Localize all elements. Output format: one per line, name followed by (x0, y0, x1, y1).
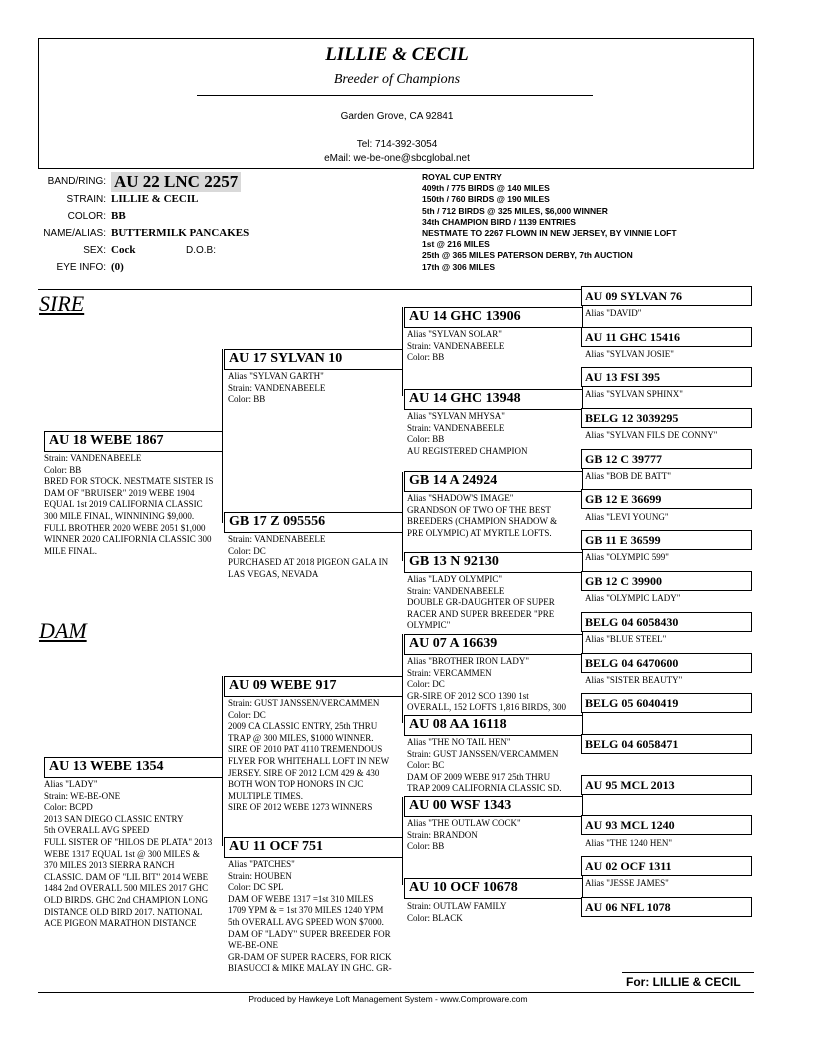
gen3-box[interactable] (404, 634, 583, 655)
gen4-band: BELG 04 6058471 (585, 737, 679, 751)
detail-line: FLYER FOR WHITEHALL LOFT IN NEW (228, 755, 390, 766)
gen4-box[interactable] (581, 367, 752, 387)
detail-line: WEBE 1317 EQUAL 1st @ 300 MILES & (44, 848, 200, 859)
detail-line: Strain: GUST JANSSEN/VERCAMMEN (228, 698, 380, 708)
gen3-details (407, 329, 504, 364)
sire-heading: SIRE (39, 291, 85, 316)
detail-line: Color: DC SPL (228, 882, 284, 893)
color-label: COLOR: (67, 211, 106, 222)
race-record-line: ROYAL CUP ENTRY (422, 172, 502, 182)
detail-line: FULL BROTHER 2020 WEBE 2051 $1,000 (44, 522, 206, 533)
detail-line: Strain: VANDENABEELE (407, 340, 505, 351)
strain-label: STRAIN: (66, 194, 106, 205)
race-record-line: 1st @ 216 MILES (422, 239, 490, 250)
detail-line: Strain: WE-BE-ONE (44, 790, 121, 801)
gen4-alias: Alias "DAVID" (585, 308, 642, 318)
eye-value: (0) (111, 261, 124, 273)
sire-rule (38, 289, 582, 290)
detail-line: SIRE OF 2012 WEBE 1273 WINNERS (228, 802, 373, 813)
gen2-band: AU 11 OCF 751 (229, 839, 323, 854)
detail-line: Strain: VANDENABEELE (407, 422, 505, 433)
detail-line: PURCHASED AT 2018 PIGEON GALA IN (228, 557, 389, 568)
gen4-box[interactable] (581, 693, 752, 713)
header-box (38, 38, 754, 169)
detail-line: Alias "SYLVAN GARTH" (228, 371, 324, 381)
name-value: BUTTERMILK PANCAKES (111, 227, 250, 239)
band-label: BAND/RING: (47, 176, 106, 187)
gen2-band: GB 17 Z 095556 (229, 514, 326, 529)
race-record (422, 172, 752, 273)
dam-heading: DAM (39, 618, 87, 643)
detail-line: DAM OF 2009 WEBE 917 25th THRU (407, 771, 551, 782)
gen4-band: BELG 12 3039295 (585, 411, 679, 425)
for-rule (622, 972, 754, 973)
race-record-line: 409th / 775 BIRDS @ 140 MILES (422, 183, 550, 194)
gen3-band: AU 14 GHC 13948 (409, 391, 521, 406)
gen3-box[interactable] (404, 471, 583, 492)
detail-line: Color: BLACK (407, 912, 463, 923)
sire-details (44, 453, 222, 557)
sire-band-box[interactable] (44, 431, 223, 452)
detail-line: Strain: VANDENABEELE (228, 534, 326, 544)
detail-line: GR-SIRE OF 2012 SCO 1390 1st (407, 690, 529, 701)
race-record-line: 25th @ 365 MILES PATERSON DERBY, 7th AUCTION (422, 250, 633, 261)
name-label: NAME/ALIAS: (43, 228, 106, 239)
gen3-details (407, 574, 555, 632)
detail-line: DAM OF "LADY" SUPER BREEDER FOR (228, 928, 391, 939)
detail-line: AU REGISTERED CHAMPION (407, 445, 528, 456)
gen4-box[interactable] (581, 734, 752, 754)
detail-line: Strain: GUST JANSSEN/VERCAMMEN (407, 748, 559, 759)
sire-band: AU 18 WEBE 1867 (49, 433, 164, 448)
detail-line: 370 MILES 2013 SIERRA RANCH (44, 860, 175, 871)
detail-line: BREEDERS (CHAMPION SHADOW & (407, 516, 558, 527)
detail-line: BIASUCCI & MIKE MALAY IN GHC. GR- (228, 963, 392, 974)
sex-value: Cock (111, 244, 136, 256)
detail-line: GR-DAM OF SUPER RACERS, FOR RICK (228, 951, 392, 962)
gen4-box[interactable] (581, 897, 752, 917)
detail-line: FULL SISTER OF "HILOS DE PLATA" 2013 (44, 836, 213, 847)
detail-line: EQUAL 1st 2019 CALIFORNIA CLASSIC (44, 499, 203, 510)
gen4-box[interactable] (581, 612, 752, 632)
race-record-line: 34th CHAMPION BIRD / 1139 ENTRIES (422, 216, 576, 227)
detail-line: Strain: BRANDON (407, 829, 478, 840)
gen4-alias: Alias "SYLVAN FILS DE CONNY" (585, 430, 718, 440)
gen3-box[interactable] (404, 389, 583, 410)
detail-line: 2009 CA CLASSIC ENTRY, 25th THRU (228, 721, 378, 732)
detail-line: DOUBLE GR-DAUGHTER OF SUPER (407, 597, 555, 608)
eye-label: EYE INFO: (56, 262, 106, 273)
gen4-alias: Alias "SYLVAN JOSIE" (585, 349, 674, 359)
prepared-for: For: LILLIE & CECIL (626, 975, 741, 989)
detail-line: CLASSIC. DAM OF "LIL BIT" 2014 WEBE (44, 871, 209, 882)
header-divider (197, 95, 593, 96)
footer-rule (38, 992, 754, 993)
detail-line: Color: BB (407, 434, 445, 445)
detail-line: MULTIPLE TIMES. (228, 790, 304, 801)
gen4-band: BELG 04 6058430 (585, 615, 679, 629)
detail-line: Alias "SYLVAN SOLAR" (407, 329, 502, 339)
gen4-band: AU 13 FSI 395 (585, 370, 661, 384)
gen4-alias: Alias "BOB DE BATT" (585, 471, 672, 481)
detail-line: Strain: OUTLAW FAMILY (407, 901, 507, 911)
dam-band: AU 13 WEBE 1354 (49, 759, 164, 774)
gen4-band: AU 11 GHC 15416 (585, 330, 681, 344)
gen4-band: AU 93 MCL 1240 (585, 818, 675, 832)
gen4-alias: Alias "THE 1240 HEN" (585, 838, 673, 848)
detail-line: Strain: HOUBEN (228, 870, 292, 881)
gen4-band: AU 09 SYLVAN 76 (585, 289, 683, 303)
detail-line: WINNER 2020 CALIFORNIA CLASSIC 300 (44, 534, 212, 545)
detail-line: OVERALL, 152 LOFTS 1,816 BIRDS, 300 (407, 702, 567, 713)
detail-line: 2013 SAN DIEGO CLASSIC ENTRY (44, 813, 184, 824)
gen4-box[interactable] (581, 571, 752, 591)
gen2-dam-sire-box[interactable] (224, 676, 403, 697)
detail-line: RACER AND SUPER BREEDER "PRE (407, 608, 555, 619)
gen3-band: AU 14 GHC 13906 (409, 309, 521, 324)
race-record-line: 17th @ 306 MILES (422, 261, 496, 272)
loft-tagline: Breeder of Champions (333, 72, 461, 87)
detail-line: DAM OF "BRUISER" 2019 WEBE 1904 (44, 487, 195, 498)
color-value: BB (111, 210, 126, 222)
gen4-box[interactable] (581, 449, 752, 469)
gen3-details (407, 656, 566, 714)
gen4-box[interactable] (581, 653, 752, 673)
gen2-details (228, 698, 389, 814)
gen2-dam-dam-box[interactable] (224, 837, 403, 858)
gen2-details (228, 534, 388, 580)
detail-line: OLYMPIC" (407, 620, 451, 631)
detail-line: JERSEY. SIRE OF 2012 LCM 429 & 430 (228, 767, 380, 778)
detail-line: BOTH WON TOP HONORS IN CJC (228, 779, 364, 790)
gen4-box[interactable] (581, 775, 752, 795)
gen2-band: AU 17 SYLVAN 10 (229, 351, 343, 366)
detail-line: Alias "PATCHES" (228, 859, 295, 869)
detail-line: BRED FOR STOCK. NESTMATE SISTER IS (44, 476, 214, 487)
gen3-details (407, 411, 528, 457)
gen3-details (407, 818, 521, 853)
detail-line: Alias "LADY OLYMPIC" (407, 574, 503, 584)
gen4-band: AU 06 NFL 1078 (585, 900, 671, 914)
detail-line: Strain: VANDENABEELE (44, 453, 142, 463)
gen3-band: GB 13 N 92130 (409, 554, 499, 569)
gen4-alias: Alias "OLYMPIC LADY" (585, 593, 681, 603)
detail-line: Color: BCPD (44, 802, 93, 813)
detail-line: Strain: VANDENABEELE (407, 585, 505, 596)
detail-line: 1709 YPM & = 1st 370 MILES 1240 YPM (228, 905, 384, 916)
detail-line: Color: BB (407, 352, 445, 363)
gen3-details (407, 901, 507, 924)
gen3-band: AU 07 A 16639 (409, 636, 498, 651)
gen4-alias: Alias "SYLVAN SPHINX" (585, 389, 683, 399)
detail-line: SIRE OF 2010 PAT 4110 TREMENDOUS (228, 744, 383, 755)
detail-line: 300 MILE FINAL, WINNINING $9,000. (44, 510, 195, 521)
detail-line: TRAP 2009 CALIFORNIA CLASSIC SD. (407, 783, 562, 794)
dam-details (44, 779, 222, 930)
gen4-box[interactable] (581, 327, 752, 347)
gen4-alias: Alias "BLUE STEEL" (585, 634, 667, 644)
gen3-box[interactable] (404, 307, 583, 328)
gen4-band: AU 95 MCL 2013 (585, 778, 675, 792)
gen3-details (407, 493, 557, 539)
detail-line: GRANDSON OF TWO OF THE BEST (407, 504, 551, 515)
gen4-box[interactable] (581, 408, 752, 428)
produced-by: Produced by Hawkeye Loft Management System - www.Comproware.com (248, 994, 528, 1004)
gen4-band: AU 02 OCF 1311 (585, 859, 672, 873)
loft-name: LILLIE & CECIL (325, 44, 469, 65)
gen4-alias: Alias "SISTER BEAUTY" (585, 675, 683, 685)
detail-line: 1484 2nd OVERALL 500 MILES 2017 GHC (44, 883, 209, 894)
detail-line: Color: BC (407, 760, 445, 771)
gen3-band: AU 00 WSF 1343 (409, 798, 512, 813)
gen2-details (228, 859, 392, 975)
detail-line: LAS VEGAS, NEVADA (228, 568, 319, 579)
detail-line: Alias "SYLVAN MHYSA" (407, 411, 505, 421)
gen3-box[interactable] (404, 878, 583, 899)
band-value: AU 22 LNC 2257 (111, 172, 241, 192)
detail-line: MILE FINAL. (44, 545, 97, 556)
gen4-box[interactable] (581, 856, 752, 876)
gen4-band: GB 12 C 39900 (585, 574, 663, 588)
gen4-box[interactable] (581, 489, 752, 509)
gen4-box[interactable] (581, 530, 752, 550)
detail-line: Alias "SHADOW'S IMAGE" (407, 493, 514, 503)
dob-label: D.O.B: (186, 245, 217, 256)
race-record-line: 150th / 760 BIRDS @ 190 MILES (422, 194, 550, 205)
detail-line: Color: DC (407, 679, 445, 690)
gen4-band: GB 12 C 39777 (585, 452, 663, 466)
gen3-band: AU 08 AA 16118 (409, 717, 507, 732)
gen3-box[interactable] (404, 715, 583, 736)
detail-line: Color: BB (228, 394, 266, 405)
detail-line: 5th OVERALL AVG SPEED WON $7000. (228, 916, 384, 927)
detail-line: DISTANCE OLD BIRD 2017. NATIONAL (44, 906, 203, 917)
detail-line: TRAP @ 300 MILES, $1000 WINNER. (228, 732, 374, 743)
gen4-alias: Alias "LEVI YOUNG" (585, 512, 669, 522)
detail-line: Strain: VERCAMMEN (407, 667, 492, 678)
gen4-band: GB 12 E 36699 (585, 492, 662, 506)
gen4-band: BELG 05 6040419 (585, 696, 679, 710)
loft-email: eMail: we-be-one@sbcglobal.net (324, 153, 470, 164)
detail-line: Color: DC (228, 709, 266, 720)
detail-line: 5th OVERALL AVG SPEED (44, 825, 150, 836)
gen4-band: BELG 04 6470600 (585, 656, 679, 670)
gen2-sire-dam-box[interactable] (224, 512, 403, 533)
gen3-box[interactable] (404, 552, 583, 573)
detail-line: Color: BB (44, 464, 82, 475)
dam-band-box[interactable] (44, 757, 223, 778)
loft-phone: Tel: 714-392-3054 (356, 139, 438, 150)
detail-line: DAM OF WEBE 1317 =1st 310 MILES (228, 893, 374, 904)
race-record-line: NESTMATE TO 2267 FLOWN IN NEW JERSEY, BY VINNIE LOFT (422, 228, 677, 239)
gen3-box[interactable] (404, 796, 583, 817)
gen3-band: GB 14 A 24924 (409, 473, 498, 488)
gen2-sire-sire-box[interactable] (224, 349, 403, 370)
gen4-box[interactable] (581, 286, 752, 306)
detail-line: ACE PIGEON MARATHON DISTANCE (44, 918, 197, 929)
detail-line: Color: DC (228, 545, 266, 556)
loft-address: Garden Grove, CA 92841 (340, 111, 454, 122)
sex-label: SEX: (83, 245, 106, 256)
detail-line: WE-BE-ONE (228, 940, 278, 951)
gen3-band: AU 10 OCF 10678 (409, 880, 518, 895)
detail-line: Alias "THE OUTLAW COCK" (407, 818, 521, 828)
race-record-line: 5th / 712 BIRDS @ 325 MILES, $6,000 WINNER (422, 205, 608, 216)
detail-line: PRE OLYMPIC) AT MYRTLE LOFTS. (407, 527, 552, 538)
gen4-band: GB 11 E 36599 (585, 533, 661, 547)
detail-line: Color: BB (407, 841, 445, 852)
gen2-band: AU 09 WEBE 917 (229, 678, 337, 693)
detail-line: Alias "BROTHER IRON LADY" (407, 656, 530, 666)
gen2-details (228, 371, 325, 406)
detail-line: Alias "LADY" (44, 779, 98, 789)
gen4-alias: Alias "OLYMPIC 599" (585, 552, 669, 562)
gen3-details (407, 737, 561, 795)
strain-value: LILLIE & CECIL (111, 193, 199, 205)
gen4-box[interactable] (581, 815, 752, 835)
detail-line: OLD BIRDS. GHC 2nd CHAMPION LONG (44, 894, 209, 905)
gen4-alias: Alias "JESSE JAMES" (585, 878, 669, 888)
detail-line: Strain: VANDENABEELE (228, 382, 326, 393)
detail-line: Alias "THE NO TAIL HEN" (407, 737, 511, 747)
